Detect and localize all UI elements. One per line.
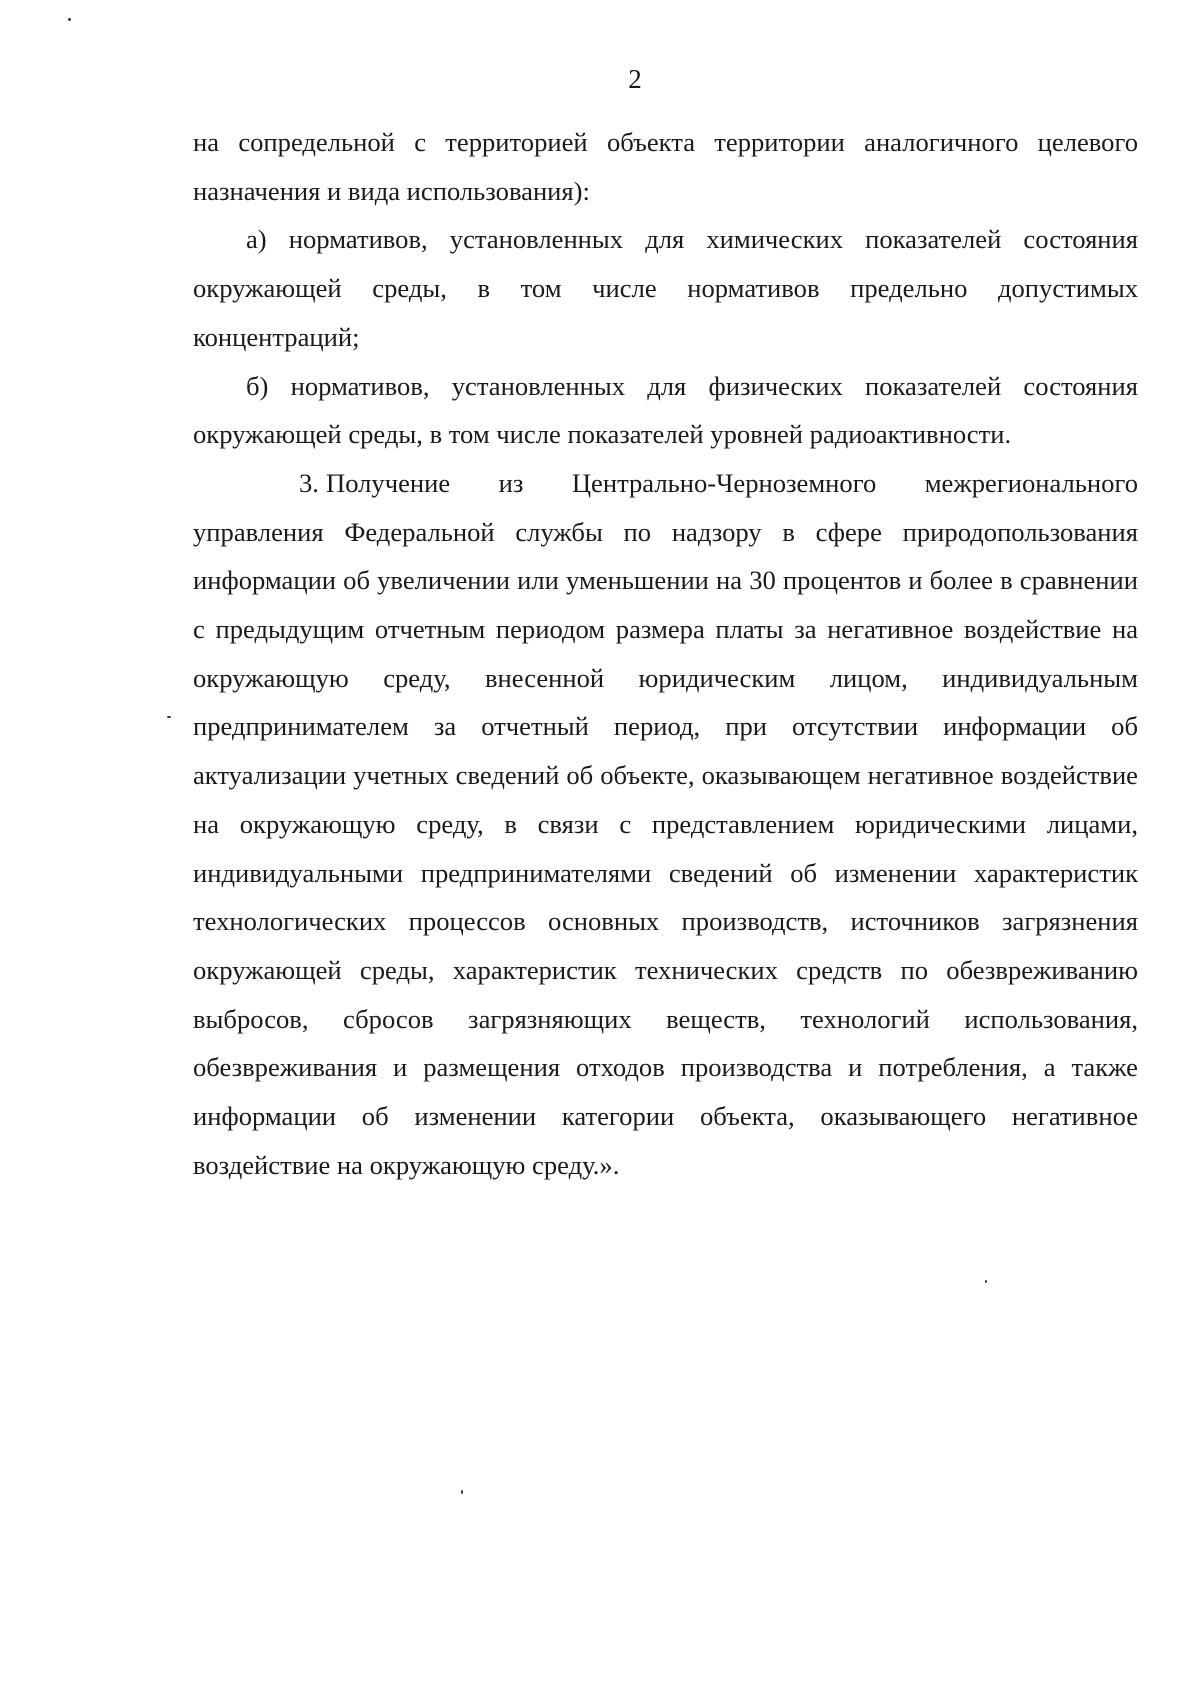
document-body <box>193 118 1138 1189</box>
scan-speck <box>461 1490 463 1494</box>
page-number: 2 <box>628 64 642 94</box>
paragraph-item-3 <box>193 459 1138 1190</box>
scan-speck <box>985 1280 987 1283</box>
scan-speck <box>68 18 71 21</box>
scan-speck <box>167 716 171 718</box>
item-text: Получение из Центрально-Черноземного межрегионального управления Федеральной службы по надзору в сфере природопользования информации об увеличении или уменьшении на 30 процентов и более в сравнении с предыдущим отчетным периодом размера платы за негативное воздействие на окружающую среду, внесенной юридическим лицом, индивидуальным предпринимателем за отчетный период, при отсутствии информации об актуализации учетных сведений об объекте, оказывающем негативное воздействие на окружающую среду, в связи с представлением юридическими лицами, индивидуальными предпринимателями сведений об изменении характеристик технологических процессов основных производств, источников загрязнения окружающей среды, характеристик технических средств по обезвреживанию выбросов, сбросов загрязняющих веществ, технологий использования, обезвреживания и размещения отходов производства и потребления, а также информации об изменении категории объекта, оказывающего негативное воздействие на окружающую среду.». <box>193 467 1138 1180</box>
paragraph-item-b: б) нормативов, установленных для физических показателей состояния окружающей среды, в том числе показателей уровней радиоактивности. <box>193 370 1138 450</box>
item-number: 3. <box>299 467 319 498</box>
paragraph-continuation: на сопредельной с территорией объекта территории аналогичного целевого назначения и вида использования): <box>193 127 1138 206</box>
paragraph-item-a: а) нормативов, установленных для химических показателей состояния окружающей среды, в том числе нормативов предельно допустимых концентраций; <box>193 224 1138 352</box>
